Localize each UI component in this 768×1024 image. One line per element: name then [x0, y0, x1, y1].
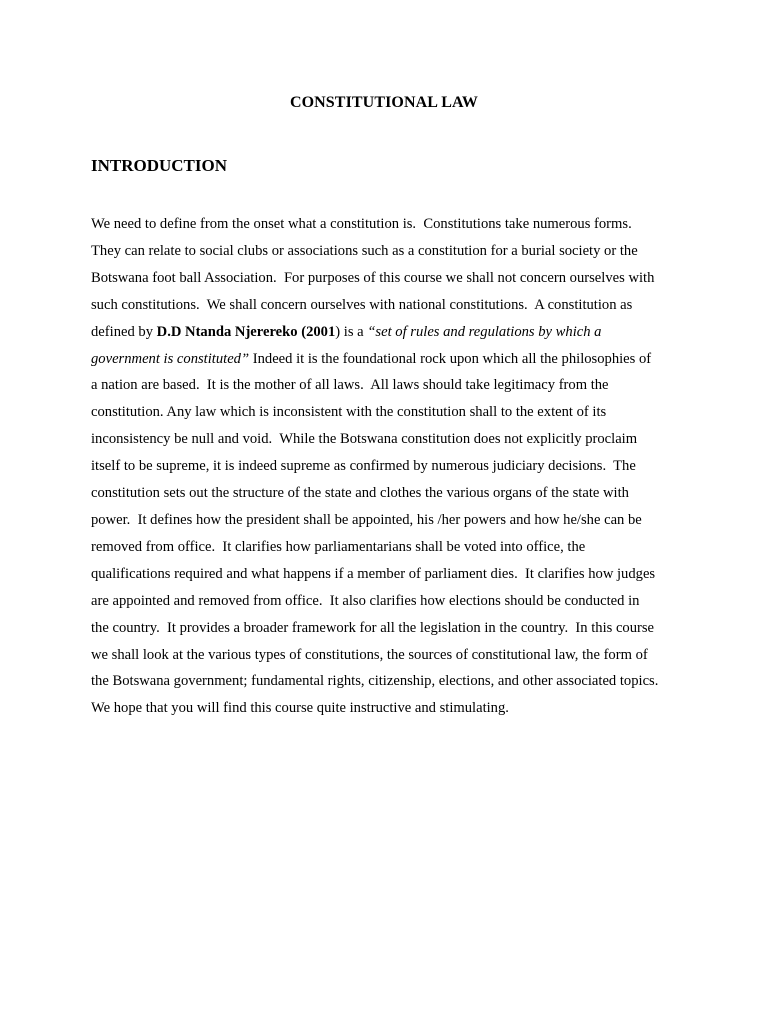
- line-text: inconsistency be null and void. While the Botswana constitution does not explicitly proclaim: [91, 431, 638, 448]
- paragraph-line: [91, 480, 691, 507]
- line-text: we shall look at the various types of constitutions, the sources of constitutional law, the form of: [91, 646, 648, 663]
- bold-text: D.D Ntanda Njerereko (2001: [156, 323, 336, 340]
- paragraph-line: [91, 399, 691, 426]
- paragraph-line: [91, 346, 691, 373]
- paragraph-line: [91, 507, 691, 534]
- paragraph-line: [91, 211, 691, 238]
- line-text: ) is a: [335, 323, 368, 340]
- line-text: are appointed and removed from office. It also clarifies how elections should be conducted in: [91, 592, 640, 609]
- line-text: constitution. Any law which is inconsistent with the constitution shall to the extent of its: [91, 404, 607, 421]
- paragraph-line: [91, 588, 691, 615]
- section-heading: INTRODUCTION: [91, 156, 228, 175]
- line-text: a nation are based. It is the mother of all laws. All laws should take legitimacy from the: [91, 377, 609, 394]
- line-text: such constitutions. We shall concern ourselves with national constitutions. A constitution as: [91, 296, 633, 313]
- line-text: the country. It provides a broader framework for all the legislation in the country. In this course: [91, 619, 655, 636]
- document-title: CONSTITUTIONAL LAW: [289, 94, 479, 111]
- paragraph-line: [91, 695, 691, 722]
- line-text: constitution sets out the structure of the state and clothes the various organs of the state with: [91, 485, 629, 502]
- paragraph-line: [91, 668, 691, 695]
- line-text: defined by: [91, 323, 157, 340]
- paragraph-line: [91, 265, 691, 292]
- line-text: Botswana foot ball Association. For purposes of this course we shall not concern ourselves with: [91, 269, 655, 286]
- paragraph-line: [91, 642, 691, 669]
- line-text: They can relate to social clubs or associations such as a constitution for a burial society or the: [91, 242, 638, 259]
- italic-text: government is constituted”: [91, 350, 250, 367]
- paragraph-line: [91, 426, 691, 453]
- paragraph-line: [91, 534, 691, 561]
- line-text: itself to be supreme, it is indeed supreme as confirmed by numerous judiciary decisions. The: [91, 458, 636, 475]
- paragraph-line: [91, 615, 691, 642]
- paragraph-line: [91, 372, 691, 399]
- line-text: Indeed it is the foundational rock upon which all the philosophies of: [249, 350, 652, 367]
- paragraph-line: [91, 292, 691, 319]
- paragraph-line: [91, 238, 691, 265]
- paragraph-line: [91, 319, 691, 346]
- line-text: We need to define from the onset what a constitution is. Constitutions take numerous forms.: [91, 216, 632, 232]
- paragraph-line: [91, 453, 691, 480]
- line-text: the Botswana government; fundamental rights, citizenship, elections, and other associated topics.: [91, 673, 659, 690]
- line-text: We hope that you will find this course quite instructive and stimulating.: [91, 700, 509, 717]
- body-paragraph: [91, 211, 691, 722]
- line-text: removed from office. It clarifies how parliamentarians shall be voted into office, the: [91, 538, 586, 555]
- italic-text: “set of rules and regulations by which a: [367, 323, 602, 340]
- line-text: qualifications required and what happens if a member of parliament dies. It clarifies how judges: [91, 565, 656, 582]
- line-text: power. It defines how the president shall be appointed, his /her powers and how he/she can be: [91, 511, 642, 528]
- paragraph-line: [91, 561, 691, 588]
